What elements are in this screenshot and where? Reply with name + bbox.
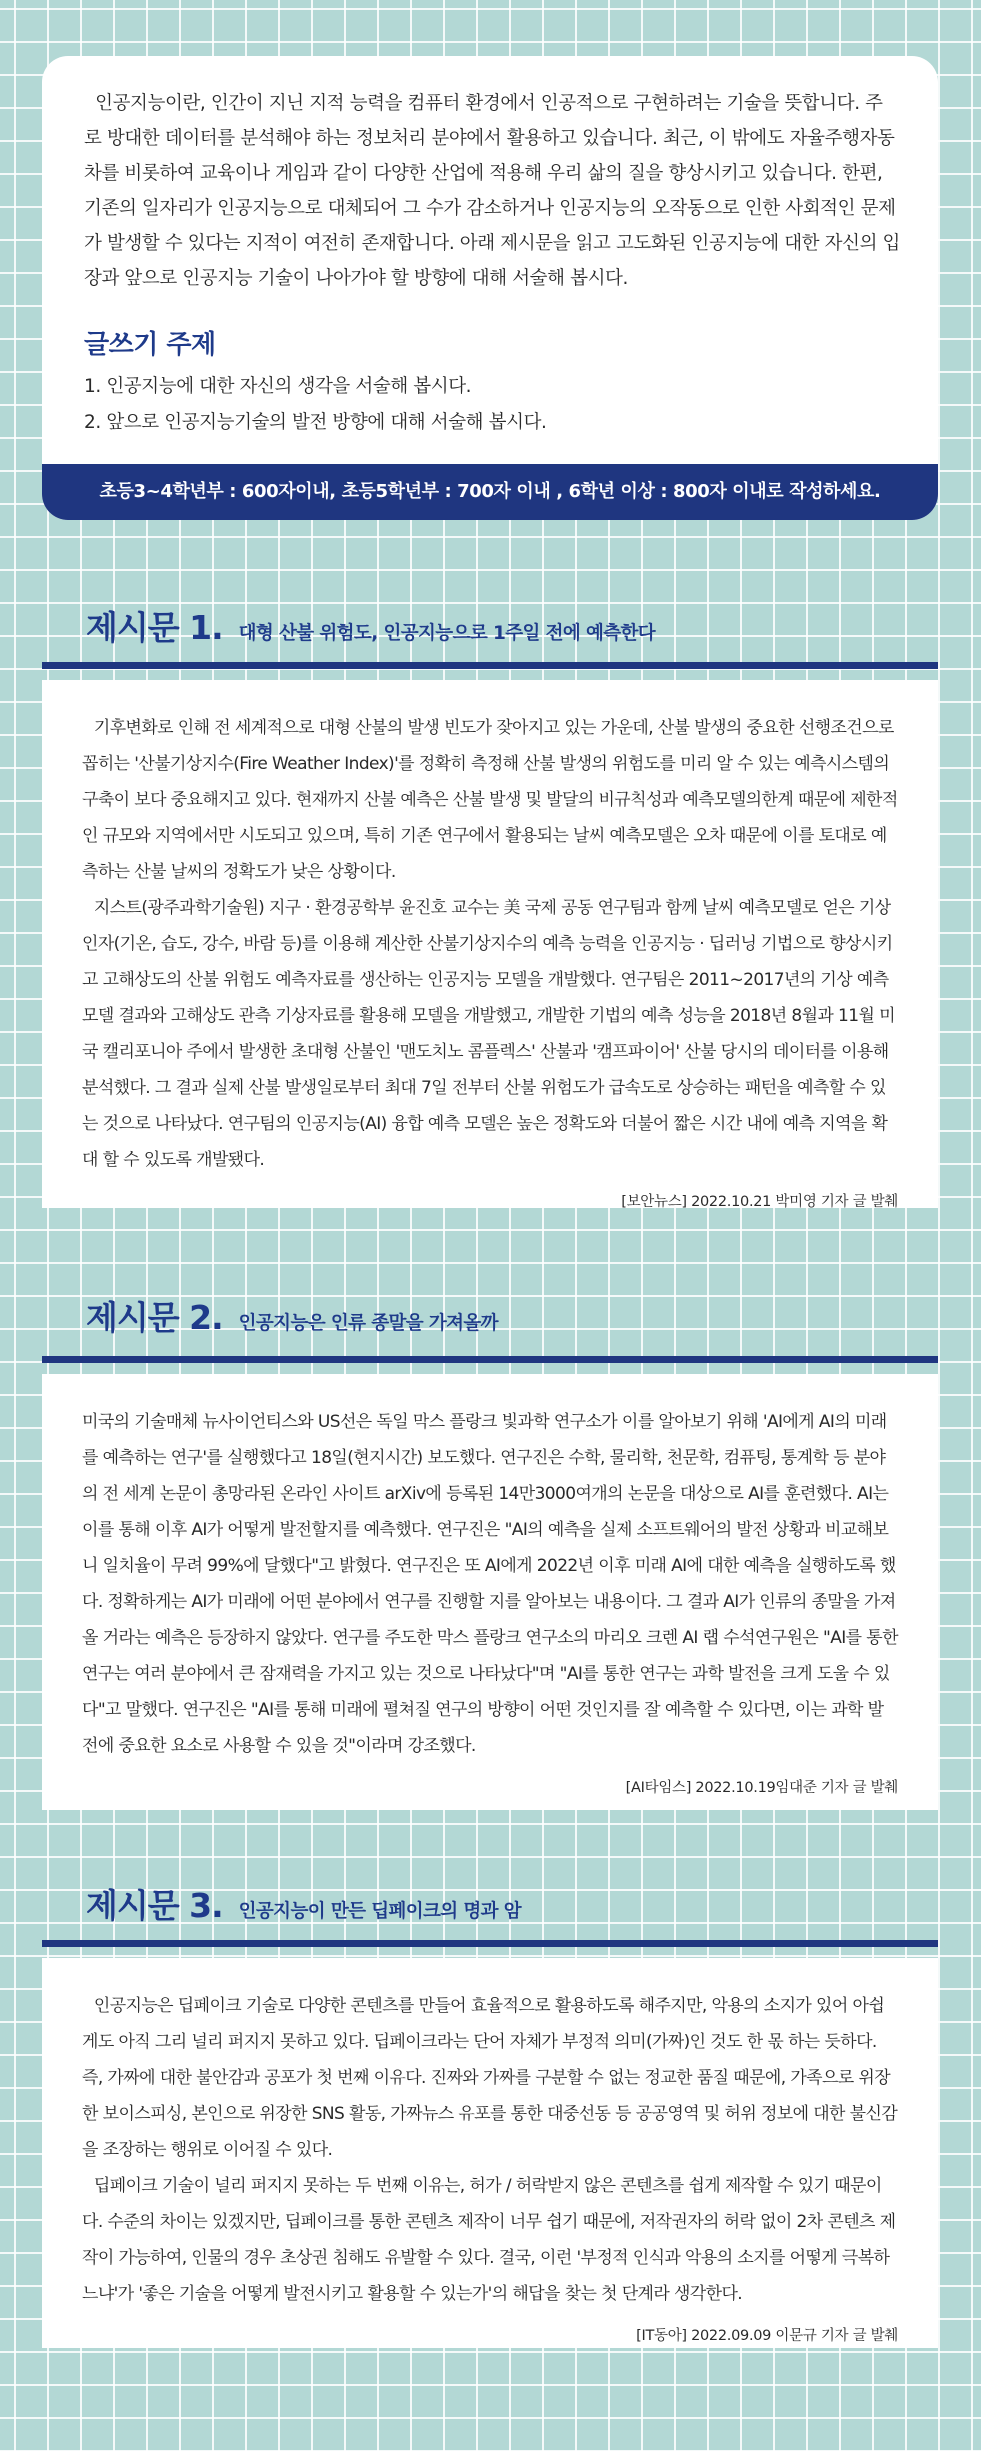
passage-3-card (42, 1958, 938, 2348)
section-divider (42, 1356, 938, 1363)
passage-1-header (86, 602, 655, 649)
passage-paragraph: 인공지능은 딥페이크 기술로 다양한 콘텐츠를 만들어 효율적으로 활용하도록 해주지만, 악용의 소지가 있어 아쉽게도 아직 그리 널리 퍼지지 못하고 있다. 딥페이크라는 단어 자체가 부정적 의미(가짜)인 것도 한 몫 하는 듯하다. 즉, 가짜에 대한 불안감과 공포가 첫 번째 이유다. 진짜와 가짜를 구분할 수 없는 정교한 품질 때문에, 가족으로 위장한 보이스피싱, 본인으로 위장한 SNS 활동, 가짜뉴스 유포를 통한 대중선동 등 공공영역 및 허위 정보에 대한 불신감을 조장하는 행위로 이어질 수 있다. (82, 1996, 898, 2160)
source-citation: [AI타임스] 2022.10.19임대준 기자 글 발췌 (625, 1780, 898, 1796)
passage-3-header (86, 1880, 521, 1927)
intro-card (42, 56, 938, 520)
topic-item: 2. 앞으로 인공지능기술의 발전 방향에 대해 서술해 봅시다. (84, 412, 547, 433)
passage-paragraph: 딥페이크 기술이 널리 퍼지지 못하는 두 번째 이유는, 허가 / 허락받지 않은 콘텐츠를 쉽게 제작할 수 있기 때문이다. 수준의 차이는 있겠지만, 딥페이크를 통한 콘텐츠 제작이 너무 쉽기 때문에, 저작권자의 허락 없이 2차 콘텐츠 제작이 가능하여, 인물의 경우 초상권 침해도 유발할 수 있다. 결국, 이런 '부정적 인식과 악용의 소지를 어떻게 극복하느냐'가 '좋은 기술을 어떻게 발전시키고 활용할 수 있는가'의 해답을 찾는 첫 단계라 생각한다. (82, 2176, 896, 2304)
passage-label: 제시문 2. (86, 1298, 223, 1337)
passage-subtitle: 인공지능은 인류 종말을 가져올까 (238, 1313, 498, 1334)
topic-item: 1. 인공지능에 대한 자신의 생각을 서술해 봅시다. (84, 376, 472, 397)
topic-list (84, 369, 900, 441)
passage-subtitle: 대형 산불 위험도, 인공지능으로 1주일 전에 예측한다 (238, 623, 656, 644)
passage-paragraph: 미국의 기술매체 뉴사이언티스와 US선은 독일 막스 플랑크 빛과학 연구소가 이를 알아보기 위해 'AI에게 AI의 미래를 예측하는 연구'를 실행했다고 18일(현지시간) 보도했다. 연구진은 수학, 물리학, 천문학, 컴퓨팅, 통계학 등 분야의 전 세계 논문이 총망라된 온라인 사이트 arXiv에 등록된 14만3000여개의 논문을 대상으로 AI를 훈련했다. AI는 이를 통해 이후 AI가 어떻게 발전할지를 예측했다. 연구진은 "AI의 예측을 실제 소프트웨어의 발전 상황과 비교해보니 일치율이 무려 99%에 달했다"고 밝혔다. 연구진은 또 AI에게 2022년 이후 미래 AI에 대한 예측을 실행하도록 했다. 정확하게는 AI가 미래에 어떤 분야에서 연구를 진행할 지를 알아보는 내용이다. 그 결과 AI가 인류의 종말을 가져올 거라는 예측은 등장하지 않았다. 연구를 주도한 막스 플랑크 연구소의 마리오 크렌 AI 랩 수석연구원은 "AI를 통한 연구는 여러 분야에서 큰 잠재력을 가지고 있는 것으로 나타났다"며 "AI를 통한 연구는 과학 발전을 크게 도울 수 있다"고 말했다. 연구진은 "AI를 통해 미래에 펼쳐질 연구의 방향이 어떤 것인지를 잘 예측할 수 있다면, 이는 과학 발전에 중요한 요소로 사용할 수 있을 것"이라며 강조했다. (82, 1412, 898, 1756)
intro-text: 인공지능이란, 인간이 지닌 지적 능력을 컴퓨터 환경에서 인공적으로 구현하려는 기술을 뜻합니다. 주로 방대한 데이터를 분석해야 하는 정보처리 분야에서 활용하고 있습니다. 최근, 이 밖에도 자율주행자동차를 비롯하여 교육이나 게임과 같이 다양한 산업에 적용해 우리 삶의 질을 향상시키고 있습니다. 한편, 기존의 일자리가 인공지능으로 대체되어 그 수가 감소하거나 인공지능의 오작동으로 인한 사회적인 문제가 발생할 수 있다는 지적이 여전히 존재합니다. 아래 제시문을 읽고 고도화된 인공지능에 대한 자신의 입장과 앞으로 인공지능 기술이 나아가야 할 방향에 대해 서술해 봅시다. (84, 93, 900, 289)
passage-1-card (42, 680, 938, 1208)
topic-title: 글쓰기 주제 (84, 330, 216, 360)
passage-2-card (42, 1374, 938, 1810)
passage-paragraph: 기후변화로 인해 전 세계적으로 대형 산불의 발생 빈도가 잦아지고 있는 가운데, 산불 발생의 중요한 선행조건으로 꼽히는 '산불기상지수(Fire Weather Index)'를 정확히 측정해 산불 발생의 위험도를 미리 알 수 있는 예측시스템의 구축이 보다 중요해지고 있다. 현재까지 산불 예측은 산불 발생 및 발달의 비규칙성과 예측모델의한계 때문에 제한적인 규모와 지역에서만 시도되고 있으며, 특히 기존 연구에서 활용되는 날씨 예측모델은 오차 때문에 이를 토대로 예측하는 산불 날씨의 정확도가 낮은 상황이다. (82, 718, 898, 882)
passage-label: 제시문 1. (86, 608, 223, 647)
passage-label: 제시문 3. (86, 1886, 223, 1925)
requirement-bar: 초등3~4학년부 : 600자이내, 초등5학년부 : 700자 이내 , 6학년 이상 : 800자 이내로 작성하세요. (42, 464, 938, 520)
section-divider (42, 1940, 938, 1947)
passage-2-header (86, 1292, 498, 1339)
source-citation: [보안뉴스] 2022.10.21 박미영 기자 글 발췌 (621, 1194, 898, 1210)
passage-subtitle: 인공지능이 만든 딥페이크의 명과 암 (238, 1901, 522, 1922)
passage-paragraph: 지스트(광주과학기술원) 지구 · 환경공학부 윤진호 교수는 美 국제 공동 연구팀과 함께 날씨 예측모델로 얻은 기상인자(기온, 습도, 강수, 바람 등)를 이용해 계산한 산불기상지수의 예측 능력을 인공지능 · 딥러닝 기법으로 향상시키고 고해상도의 산불 위험도 예측자료를 생산하는 인공지능 모델을 개발했다. 연구팀은 2011~2017년의 기상 예측모델 결과와 고해상도 관측 기상자료를 활용해 모델을 개발했고, 개발한 기법의 예측 성능을 2018년 8월과 11월 미국 캘리포니아 주에서 발생한 초대형 산불인 '맨도치노 콤플렉스' 산불과 '캠프파이어' 산불 당시의 데이터를 이용해 분석했다. 그 결과 실제 산불 발생일로부터 최대 7일 전부터 산불 위험도가 급속도로 상승하는 패턴을 예측할 수 있는 것으로 나타났다. 연구팀의 인공지능(AI) 융합 예측 모델은 높은 정확도와 더불어 짧은 시간 내에 예측 지역을 확대 할 수 있도록 개발됐다. (82, 898, 895, 1170)
section-divider (42, 662, 938, 669)
source-citation: [IT동아] 2022.09.09 이문규 기자 글 발췌 (636, 2328, 898, 2344)
